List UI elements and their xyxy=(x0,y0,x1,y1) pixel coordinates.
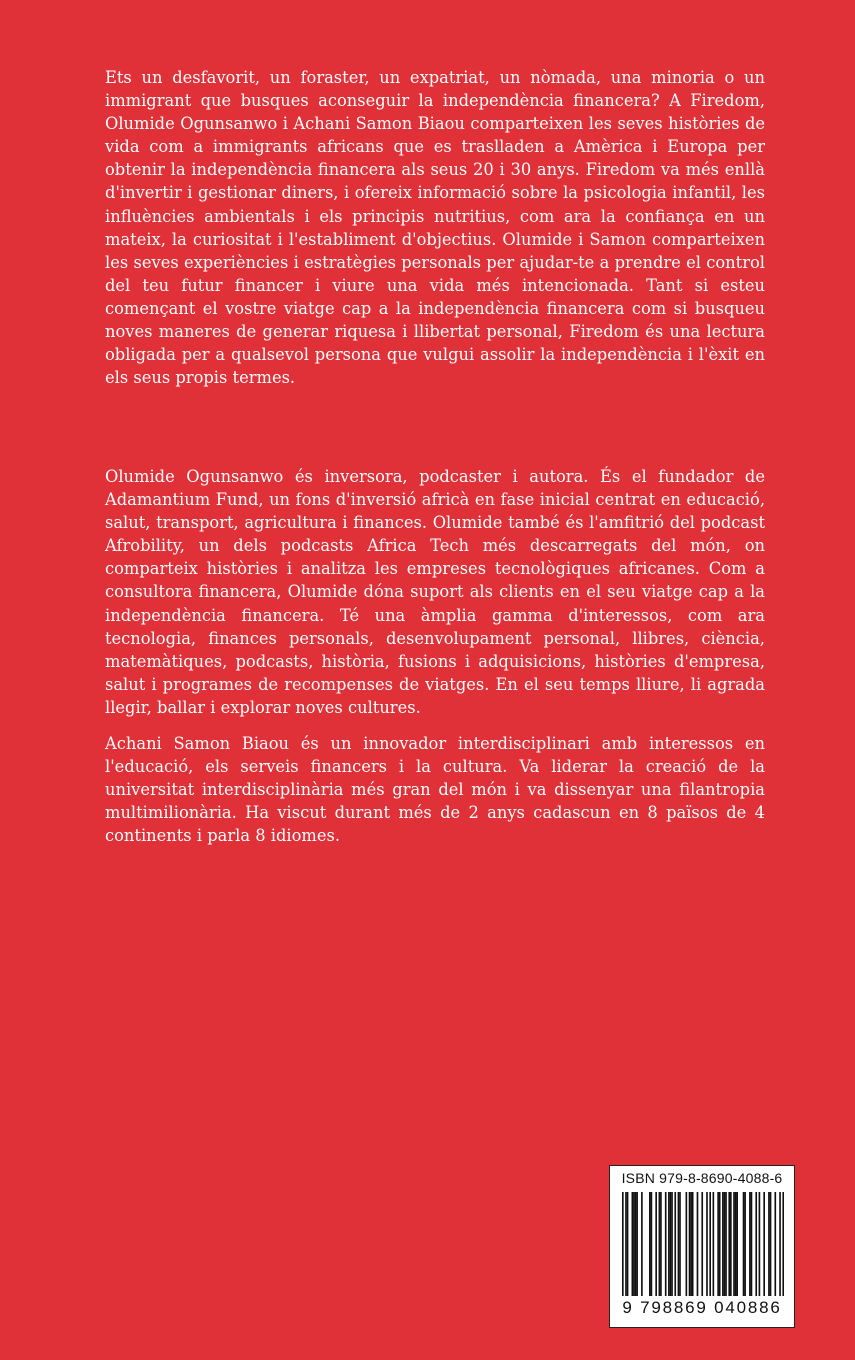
isbn-label: ISBN 979-8-8690-4088-6 xyxy=(621,1170,783,1186)
barcode-bar xyxy=(686,1192,688,1296)
barcode-bar xyxy=(724,1192,726,1296)
barcode-bar xyxy=(627,1192,629,1296)
barcode-bar xyxy=(674,1192,676,1296)
barcode-bar xyxy=(774,1192,776,1296)
barcode-bar xyxy=(635,1192,637,1296)
barcode-bar xyxy=(717,1192,719,1296)
barcode-bar xyxy=(706,1192,708,1296)
barcode-bar xyxy=(633,1192,635,1296)
barcode-bar xyxy=(670,1192,672,1296)
barcode-bar xyxy=(759,1192,761,1296)
barcode-bar xyxy=(709,1192,711,1296)
barcode-bar xyxy=(768,1192,770,1296)
barcode-bar xyxy=(632,1192,634,1296)
barcode-bar xyxy=(735,1192,737,1296)
barcode-bar xyxy=(649,1192,651,1296)
barcode-bar xyxy=(782,1192,784,1296)
barcode-bar xyxy=(763,1192,765,1296)
barcode-bar xyxy=(636,1192,638,1296)
back-cover-blurb: Ets un desfavorit, un foraster, un expatriat, un nòmada, una minoria o un immigrant que busques aconseguir la independència financera? A Firedom, Olumide Ogunsanwo i Achani Samon Biaou comparteixen les seves històries de vida com a immigrants africans que es traslladen a Amèrica i Europa per obtenir la independència financera als seus 20 i 30 anys. Firedom va més enllà d'invertir i gestionar diners, i ofereix informació sobre la psicologia infantil, les influències ambientals i els principis nutritius, com ara la confiança en un mateix, la curiositat i l'establiment d'objectius. Olumide i Samon comparteixen les seves experiències i estratègies personals per ajudar-te a prendre el control del teu futur financer i viure una vida més intencionada. Tant si esteu començant el vostre viatge cap a la independència financera com si busqueu noves maneres de generar riquesa i llibertat personal, Firedom és una lectura obligada per a qualsevol persona que vulgui assolir la independència i l'èxit en els seus propis termes. xyxy=(105,68,765,388)
barcode-bar xyxy=(770,1192,772,1296)
barcode-bar xyxy=(713,1192,715,1296)
barcode-bar xyxy=(651,1192,653,1296)
barcode-bar xyxy=(728,1192,730,1296)
barcode-bar xyxy=(755,1192,757,1296)
barcode-bar xyxy=(665,1192,667,1296)
barcode-bar xyxy=(660,1192,662,1296)
author-bio-achani: Achani Samon Biaou és un innovador interdisciplinari amb interessos en l'educació, els serveis financers i la cultura. Va liderar la creació de la universitat interdisciplinària més gran del món i va dissenyar una filantropia multimilionària. Ha viscut durant més de 2 anys cadascun en 8 països de 4 continents i parla 8 idiomes. xyxy=(105,734,765,846)
barcode-bar xyxy=(671,1192,673,1296)
barcode-bar xyxy=(625,1192,627,1296)
barcode-bar xyxy=(722,1192,724,1296)
barcode-bar xyxy=(668,1192,670,1296)
barcode-bar xyxy=(743,1192,745,1296)
barcode-bar xyxy=(730,1192,732,1296)
barcode-bar xyxy=(736,1192,738,1296)
barcode-bar xyxy=(690,1192,692,1296)
isbn-barcode xyxy=(609,1165,795,1328)
barcode-bar xyxy=(689,1192,691,1296)
barcode-bar xyxy=(679,1192,681,1296)
barcode-bar xyxy=(779,1192,781,1296)
barcode-bar xyxy=(697,1192,699,1296)
barcode-bar xyxy=(678,1192,680,1296)
author-bio-olumide: Olumide Ogunsanwo és inversora, podcaster i autora. És el fundador de Adamantium Fund, un fons d'inversió africà en fase inicial centrat en educació, salut, transport, agricultura i finances. Olumide també és l'amfitrió del podcast Afrobility, un dels podcasts Africa Tech més descarregats del món, on comparteix històries i analitza les empreses tecnològiques africanes. Com a consultora financera, Olumide dóna suport als clients en el seu viatge cap a la independència financera. Té una àmplia gamma d'interessos, com ara tecnologia, finances personals, desenvolupament personal, llibres, ciència, matemàtiques, podcasts, història, fusions i adquisicions, històries d'empresa, salut i programes de recompenses de viatges. En el seu temps lliure, li agrada llegir, ballar i explorar noves cultures. xyxy=(105,467,765,717)
barcode-bar xyxy=(692,1192,694,1296)
barcode-bar xyxy=(655,1192,657,1296)
barcode-bar xyxy=(701,1192,703,1296)
barcode-bar xyxy=(733,1192,735,1296)
barcode-bar xyxy=(744,1192,746,1296)
barcode-bar xyxy=(641,1192,643,1296)
barcode-bar xyxy=(622,1192,624,1296)
barcode-digits: 9 798869 040886 xyxy=(622,1298,782,1317)
barcode-bar xyxy=(749,1192,751,1296)
barcode-bar xyxy=(751,1192,753,1296)
barcode-bar xyxy=(659,1192,661,1296)
barcode-bar xyxy=(719,1192,721,1296)
barcode-bar xyxy=(725,1192,727,1296)
barcode-bars xyxy=(622,1192,784,1296)
